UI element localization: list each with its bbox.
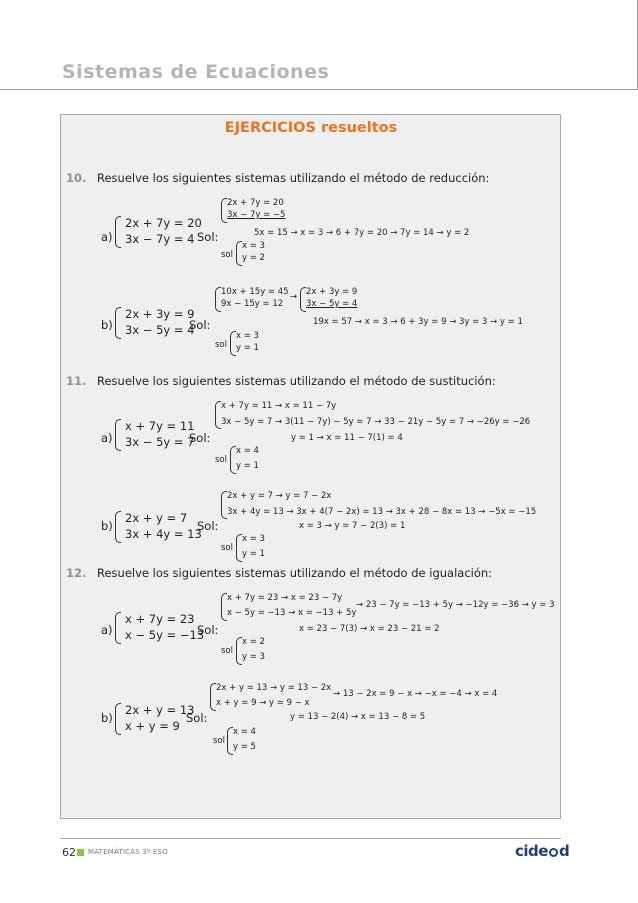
solution-step: 19x = 57 → x = 3 → 6 + 3y = 9 → 3y = 3 → y = 1: [313, 317, 523, 327]
final-label: sol: [221, 250, 233, 260]
footer-divider: [60, 838, 561, 839]
step-system: [215, 286, 298, 312]
solution-value: x = 4: [236, 446, 259, 456]
sol-label: Sol:: [197, 623, 219, 637]
cideod-logo: cide d: [515, 842, 570, 860]
final-solution: [227, 726, 267, 756]
brace: [115, 419, 121, 451]
section-heading-text: EJERCICIOS resueltos: [224, 120, 398, 136]
part-label: a): [101, 623, 113, 637]
final-label: sol: [221, 543, 233, 553]
equation: x − 5y = −13 → x = −13 + 5y: [227, 608, 357, 618]
solution-value: y = 1: [236, 461, 259, 471]
equation: x + 7y = 11: [125, 419, 195, 433]
equation: x + 7y = 23: [125, 612, 195, 626]
final-label: sol: [213, 736, 225, 746]
equation: 3x + 4y = 13 → 3x + 4(7 − 2x) = 13 → 3x + 28 − 8x = 13 → −5x = −15: [227, 507, 537, 517]
equation: 3x − 5y = 4: [306, 299, 358, 309]
part-label: b): [101, 318, 113, 332]
footer-subject: MATEMÁTICAS 3º ESO: [88, 848, 168, 856]
solution-value: x = 3: [242, 534, 265, 544]
question-text: Resuelve los siguientes sistemas utilizando el método de sustitución:: [97, 374, 496, 388]
equation: 2x + y = 7 → y = 7 − 2x: [227, 491, 332, 501]
brace: [115, 511, 121, 543]
equation-system: [115, 611, 205, 645]
solution-value: y = 3: [242, 652, 265, 662]
final-solution: [236, 636, 276, 666]
final-solution: [236, 240, 276, 266]
equation: 3x − 7y = −5: [227, 210, 286, 220]
equation-system: [115, 510, 205, 544]
equation: x + 7y = 11 → x = 11 − 7y: [221, 401, 337, 411]
question-number: 11.: [66, 374, 87, 388]
sol-label: Sol:: [197, 230, 219, 244]
equation: x + 7y = 23 → x = 23 − 7y: [227, 593, 343, 603]
equation: x + y = 9 → y = 9 − x: [216, 698, 310, 708]
solution-value: y = 2: [242, 253, 265, 263]
question-text: Resuelve los siguientes sistemas utilizando el método de reducción:: [97, 171, 490, 185]
page-title: Sistemas de Ecuaciones: [62, 61, 330, 83]
equation: 10x + 15y = 45: [221, 287, 289, 297]
equation: x − 5y = −13: [125, 628, 205, 642]
solution-value: x = 2: [242, 637, 265, 647]
solution-value: x = 4: [233, 727, 256, 737]
final-label: sol: [221, 646, 233, 656]
green-square-icon: [77, 849, 84, 856]
equation: 9x − 15y = 12: [221, 299, 284, 309]
brace: [115, 307, 121, 339]
arrow: →: [290, 292, 298, 302]
section-heading: [0, 120, 638, 136]
equation: 2x + y = 13: [125, 703, 195, 717]
step-system: [221, 197, 311, 223]
final-solution: [236, 533, 276, 563]
solution-step: 5x = 15 → x = 3 → 6 + 7y = 20 → 7y = 14 → y = 2: [254, 228, 470, 238]
brace: [115, 612, 121, 644]
page-number: 62: [62, 846, 76, 859]
solution-step: x = 3 → y = 7 − 2(3) = 1: [299, 521, 406, 531]
question-text: Resuelve los siguientes sistemas utilizando el método de igualación:: [97, 566, 493, 580]
brace: [115, 216, 121, 248]
solution-value: y = 1: [236, 343, 259, 353]
solution-step: y = 1 → x = 11 − 7(1) = 4: [291, 433, 403, 443]
solution-value: y = 1: [242, 549, 265, 559]
final-solution: [230, 445, 270, 475]
equation: 2x + 7y = 20: [227, 198, 284, 208]
solution-value: x = 3: [236, 331, 259, 341]
step-system: [215, 400, 535, 430]
equation-system: [115, 215, 205, 249]
equation: 3x − 5y = 7: [125, 435, 195, 449]
equation: 2x + y = 7: [125, 511, 188, 525]
solution-step: → 13 − 2x = 9 − x → −x = −4 → x = 4: [333, 689, 498, 699]
solution-step: x = 23 − 7(3) → x = 23 − 21 = 2: [299, 624, 440, 634]
equation: 2x + 3y = 9: [306, 287, 358, 297]
final-label: sol: [215, 340, 227, 350]
step-system: [221, 490, 541, 520]
sol-label: Sol:: [186, 711, 208, 725]
equation: x + y = 9: [125, 719, 180, 733]
solution-step: → 23 − 7y = −13 + 5y → −12y = −36 → y = 3: [356, 600, 555, 610]
equation: 3x − 5y = 7 → 3(11 − 7y) − 5y = 7 → 33 − 21y − 5y = 7 → −26y = −26: [221, 417, 531, 427]
equation: 2x + 7y = 20: [125, 216, 202, 230]
sol-label: Sol:: [189, 318, 211, 332]
part-label: b): [101, 519, 113, 533]
final-label: sol: [215, 455, 227, 465]
solution-value: y = 5: [233, 742, 256, 752]
solution-value: x = 3: [242, 241, 265, 251]
step-system: [300, 286, 380, 312]
equation: 3x − 5y = 4: [125, 323, 195, 337]
final-solution: [230, 330, 270, 356]
question-number: 12.: [66, 566, 87, 580]
equation: 2x + y = 13 → y = 13 − 2x: [216, 683, 332, 693]
brace: [115, 703, 121, 735]
sol-label: Sol:: [189, 431, 211, 445]
part-label: b): [101, 711, 113, 725]
equation: 3x + 4y = 13: [125, 527, 202, 541]
solution-step: y = 13 − 2(4) → x = 13 − 8 = 5: [290, 712, 426, 722]
question-number: 10.: [66, 171, 87, 185]
part-label: a): [101, 431, 113, 445]
equation: 2x + 3y = 9: [125, 307, 195, 321]
sol-label: Sol:: [197, 519, 219, 533]
equation: 3x − 7y = 4: [125, 232, 195, 246]
part-label: a): [101, 230, 113, 244]
